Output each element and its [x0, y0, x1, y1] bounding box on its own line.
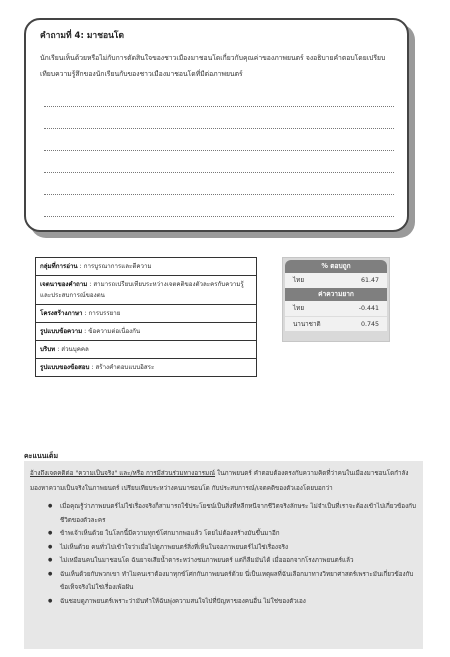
answer-line	[44, 194, 394, 195]
criteria-item: ● เมื่อคุณรู้ว่าภาพยนตร์ไม่ใช่เรื่องจริงก็สามารถใช้ประโยชน์เป็นสิ่งที่หลีกหนีจากชีวิตจริงลักษระ ไม่จำเป็นที่เราจะต้องเข้าไปเกี่ยวข้องกับชีวิตของตัวละคร	[30, 500, 417, 527]
criteria-item: ● ข้าพเจ้าเห็นด้วย ในโลกนี้มีความทุกข์โศกมากพอแล้ว โดยไม่ต้องสร้างมันขึ้นมาอีก	[30, 527, 417, 541]
stat-label: ไทย	[293, 277, 305, 284]
info-value: ส่วนบุคคล	[61, 346, 89, 353]
percent-correct-header: % ตอบถูก	[285, 260, 387, 273]
criteria-item: ● ฉันชอบดูภาพยนตร์เพราะว่ามันทำให้ฉันพุ่งความสนใจไปที่ปัญหาของคนอื่น ไม่ใช่ของตัวเอง	[30, 595, 417, 609]
answer-line	[44, 128, 394, 129]
scoring-section	[24, 461, 423, 649]
info-key: โครงสร้างภาษา	[40, 310, 83, 317]
scoring-intro	[30, 466, 417, 496]
info-key: บริบท	[40, 346, 56, 353]
criteria-item: ● ไม่เห็นด้วย คนทั่วไปเข้าใจว่าเมื่อไปดูภาพยนตร์สิ่งที่เห็นในจอภาพยนตร์ไม่ใช่เรื่องจริง	[30, 541, 417, 555]
info-row: รูปแบบของข้อสอบ : สร้างคำตอบแบบอิสระ	[40, 364, 155, 371]
answer-line	[44, 216, 394, 217]
info-value: ข้อความต่อเนื่องกัน	[88, 328, 141, 335]
info-value: สามารถเปรียบเทียบระหว่างเจตคติของตัวละครกับความรู้และประสบการณ์ของตน	[40, 281, 244, 299]
stat-value: -0.441	[358, 305, 379, 312]
info-value: การบูรณาการและตีความ	[83, 263, 152, 270]
stat-row	[285, 316, 387, 331]
question-box	[24, 18, 409, 232]
stat-value: 0.745	[360, 321, 379, 328]
stat-label: ไทย	[293, 305, 305, 312]
info-row: บริบท : ส่วนบุคคล	[36, 341, 257, 359]
stat-value: 61.47	[360, 277, 379, 284]
answer-line	[44, 106, 394, 107]
stat-row	[285, 301, 387, 316]
info-row: รูปแบบข้อความ : ข้อความต่อเนื่องกัน	[36, 323, 257, 341]
info-row: เจตนาของคำถาม : สามารถเปรียบเทียบระหว่างเจตคติของตัวละครกับความรู้และประสบการณ์ของตน	[36, 276, 257, 305]
question-info-table	[35, 257, 257, 377]
info-key: กลุ่มที่การอ่าน	[40, 263, 78, 270]
info-value: สร้างคำตอบแบบอิสระ	[95, 364, 155, 371]
info-row: กลุ่มที่การอ่าน : การบูรณาการและตีความ	[36, 258, 257, 276]
scoring-intro-text: ในภาพยนตร์ คำตอบต้องตรงกับความคิดที่ว่าคนในเมืองมาชอนโดกำลังมองหาความเป็นจริงในภาพยนตร์ เปรียบเทียบระหว่างคนมาชอนโด กับประสบการณ์/เจตคติของตัวเองโดยบอกว่า	[30, 470, 409, 492]
statistics-box	[282, 257, 390, 342]
scoring-title: คะแนนเต็ม	[24, 452, 59, 460]
criteria-item: ● ฉันเห็นด้วยกับพวกเขา ทำไมคนเราต้องมาทุกข์โศกกับภาพยนตร์ด้วย นี่เป็นเหตุผลที่ฉันเลือกมาทางวิทยาศาสตร์เพราะมันเกี่ยวข้องกับข้อเท็จจริงไม่ใช่เรื่องเพ้อฝัน	[30, 568, 417, 595]
scoring-intro-underlined: อ้างถึงเจตคติต่อ "ความเป็นจริง" และ/หรือ การมีส่วนร่วมทางอารมณ์	[30, 470, 216, 477]
stat-row	[285, 273, 387, 288]
stat-label: นานาชาติ	[293, 321, 321, 328]
info-key: รูปแบบข้อความ	[40, 328, 83, 335]
scoring-criteria-list	[30, 500, 417, 608]
answer-line	[44, 150, 394, 151]
difficulty-header: ค่าความยาก	[285, 288, 387, 301]
info-key: เจตนาของคำถาม	[40, 281, 88, 288]
question-title: คำถามที่ 4: มาชอนโด	[40, 31, 124, 41]
info-value: การบรรยาย	[88, 310, 121, 317]
answer-line	[44, 172, 394, 173]
question-text: นักเรียนเห็นด้วยหรือไม่กับการตัดสินใจของชาวเมืองมาชอนโดเกี่ยวกับคุณค่าของภาพยนตร์ จงอธิบายคำตอบโดยเปรียบเทียบความรู้สึกของนักเรียนกับของชาวเมืองมาชอนโดที่มีต่อภาพยนตร์	[40, 54, 386, 78]
criteria-item: ● ไม่เหมือนคนในมาชอนโด ฉันยาจเสียน้ำตาระหว่างชมภาพยนตร์ แต่ก็ลืมมันได้ เมื่อออกจากโรงภาพยนตร์แล้ว	[30, 554, 417, 568]
info-row: โครงสร้างภาษา : การบรรยาย	[36, 305, 257, 323]
info-key: รูปแบบของข้อสอบ	[40, 364, 90, 371]
